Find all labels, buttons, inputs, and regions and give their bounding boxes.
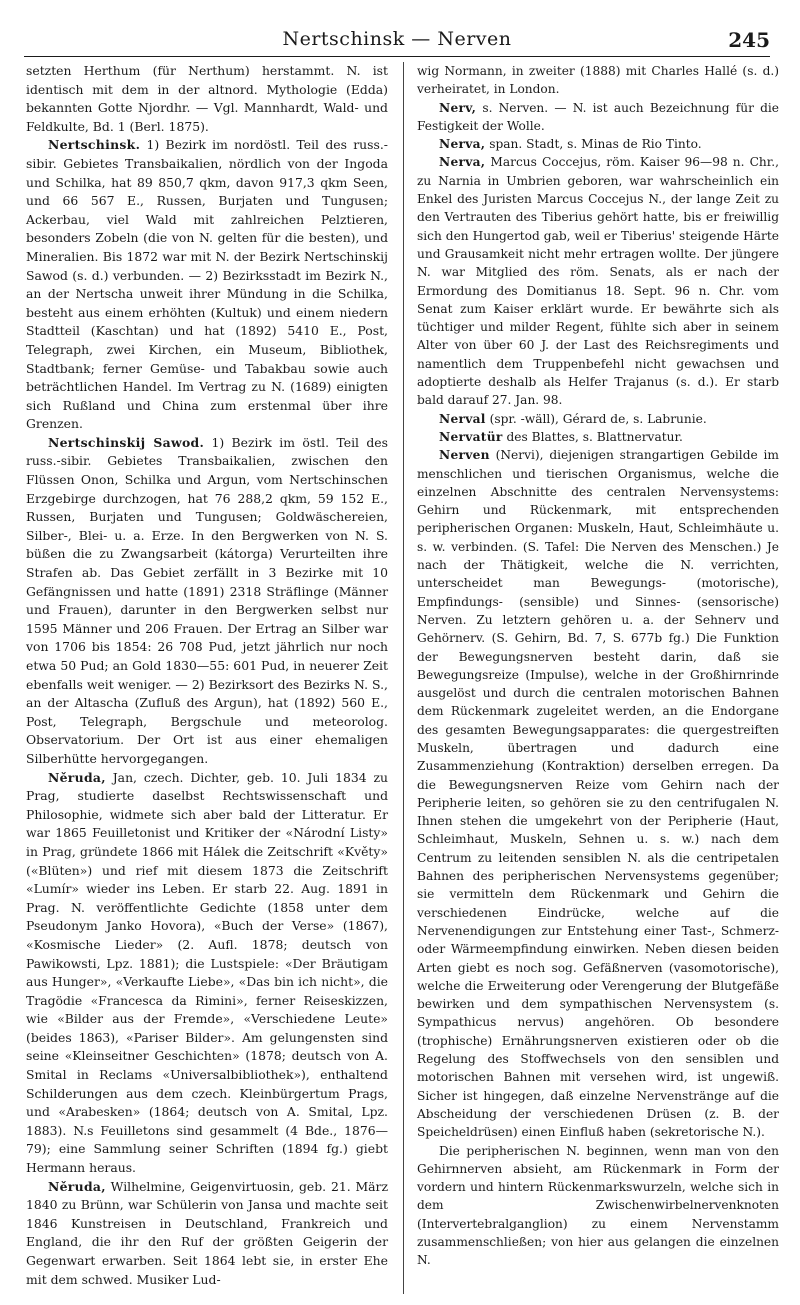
entry-lemma: Nervatür [439,429,503,444]
left-column [26,62,388,1289]
entry-nertschinsk [26,136,388,434]
entry-text: 1) Bezirk im nordöstl. Teil des russ.-sibir. Gebietes Transbaikalien, nördlich von der Ingoda und Schilka, hat 89 850,7 qkm, davon 917,3 qkm Seen, und 66 567 E., Russen, Burjaten und Tungusen; Ackerbau, viel Wald mit zahlreichen Pelztieren, besonders Zobeln (die von N. gelten für die besten), und Mineralien. Bis 1872 war mit N. der Bezirk Nertschinskij Sawod (s. d.) verbunden. — 2) Bezirksstadt im Bezirk N., an der Nertscha unweit ihrer Mündung in die Schilka, besteht aus einem erhöhten (Kultuk) und einem niedern Stadtteil (Kaschtan) und hat (1892) 5410 E., Post, Telegraph, zwei Kirchen, ein Museum, Bibliothek, Stadtbank; ferner Gemüse- und Tabakbau sowie auch beträchtlichen Handel. Im Vertrag zu N. (1689) einigten sich Rußland und China zum erstenmal über ihre Grenzen. [26,137,388,432]
entry-text: s. Nerven. — N. ist auch Bezeichnung für die Festigkeit der Wolle. [417,100,779,133]
entry-nerva-stadt [417,135,779,153]
column-divider [403,62,404,1294]
page-number: 245 [728,28,770,52]
entry-nertschinskij-sawod [26,434,388,769]
right-column [417,62,779,1270]
paragraph-nerven-continued: Die peripherischen N. beginnen, wenn man von den Gehirnnerven absieht, am Rückenmark in Form der vordern und hintern Rückenmarkswurzeln, welche sich in dem Zwischenwirbelnervenknoten (Intervertebralganglion) zu einem Nervenstamm zusammenschließen; von hier aus gelangen die einzelnen N. [417,1143,779,1268]
entry-text: des Blattes, s. Blattnervatur. [502,429,683,444]
entry-nerva-kaiser [417,153,779,409]
entry-text: (spr. -wäll), Gérard de, s. Labrunie. [485,411,707,426]
entry-text: (Nervi), diejenigen strangartigen Gebilde im menschlichen und tierischen Organismus, welche die einzelnen Abschnitte des centralen Nervensystems: Gehirn und Rückenmark, mit entsprechenden peripherischen Organen: Muskeln, Haut, Schleimhäute u. s. w. verbinden. (S. Tafel: Die Nerven des Menschen.) Je nach der Thätigkeit, welche die N. verrichten, unterscheidet man Bewegungs- (motorische), Empfindungs- (sensible) und Sinnes- (sensorische) Nerven. Zu letztern gehören u. a. der Sehnerv und Gehörnerv. (S. Gehirn, Bd. 7, S. 677b fg.) Die Funktion der Bewegungsnerven besteht darin, daß sie Bewegungsreize (Impulse), welche in der Großhirnrinde ausgelöst und durch die centralen motorischen Bahnen dem Rückenmark zugeleitet werden, an die Endorgane des gesamten Bewegungsapparates: die quergestreiften Muskeln, übertragen und dadurch eine Zusammenziehung (Kontraktion) derselben erregen. Da die Bewegungsnerven Reize vom Gehirn nach der Peripherie leiten, so gehören sie zu den centrifugalen N. Ihnen stehen die umgekehrt von der Peripherie (Haut, Schleimhaut, Muskeln, Sehnen u. s. w.) nach dem Centrum zu leitenden sensiblen N. als die centripetalen Bahnen des peripherischen Nervensystems gegenüber; sie vermitteln dem Rückenmark und Gehirn die verschiedenen Eindrücke, welche auf die Nervenendigungen zur Entstehung einer Tast-, Schmerz- oder Wärmeempfindung einwirken. Neben diesen beiden Arten giebt es noch sog. Gefäßnerven (vasomotorische), welche die Erweiterung oder Verengerung der Blutgefäße bewirken und dem sympathischen Nervensystem (s. Sympathicus nervus) angehören. Ob besondere (trophische) Ernährungsnerven existieren oder ob die Regelung des Stoffwechsels von den sensiblen und motorischen Bahnen mit versehen wird, ist ungewiß. Sicher ist hingegen, daß einzelne Nervenstränge auf die Abscheidung der verschiedenen Drüsen (z. B. der Speicheldrüsen) einen Einfluß haben (sekretorische N.). [417,448,779,1140]
entry-lemma: Něruda, [48,769,106,785]
entry-nervatur [417,428,779,446]
paragraph-continuation: wig Normann, in zweiter (1888) mit Charles Hallé (s. d.) verheiratet, in London. [417,64,779,97]
entry-nerval [417,410,779,428]
entry-lemma: Nerval [439,411,486,426]
entry-lemma: Nertschinskij Sawod. [48,434,205,450]
entry-neruda-jan [26,769,388,1178]
entry-nerv [417,99,779,136]
entry-text: Wilhelmine, Geigenvirtuosin, geb. 21. März 1840 zu Brünn, war Schülerin von Jansa und machte seit 1846 Kunstreisen in Deutschland, Frankreich und England, die ihr den Ruf der größten Geigerin der Gegenwart erwarben. Seit 1864 lebt sie, in erster Ehe mit dem schwed. Musiker Lud- [26,1178,388,1287]
entry-neruda-wilhelmine [26,1178,388,1290]
entry-text: span. Stadt, s. Minas de Rio Tinto. [485,137,702,152]
entry-lemma: Něruda, [48,1178,106,1194]
running-title: Nertschinsk — Nerven [282,28,512,50]
entry-lemma: Nerven [439,448,490,463]
entry-nerven [417,446,779,1141]
entry-lemma: Nertschinsk. [48,137,141,153]
entry-lemma: Nerva, [439,137,486,152]
entry-lemma: Nerv, [439,100,477,115]
entry-text: Marcus Coccejus, röm. Kaiser 96—98 n. Chr., zu Narnia in Umbrien geboren, war wahrscheinlich ein Enkel des Juristen Marcus Coccejus N., der lange Zeit zu den Vertrauten des Tiberius gehört hatte, bis er freiwillig sich den Hungertod gab, weil er Tiberius' steigende Härte und Grausamkeit nicht mehr ertragen wollte. Der jüngere N. war Mitglied des röm. Senats, als er nach der Ermordung des Domitianus 18. Sept. 96 n. Chr. vom Senat zum Kaiser erklärt wurde. Er bewährte sich als tüchtiger und milder Regent, fühlte sich aber in seinem Alter von über 60 J. der Last des Reichsregiments und namentlich dem Truppenbefehl nicht gewachsen und adoptierte deshalb als Helfer Trajanus (s. d.). Er starb bald darauf 27. Jan. 98. [417,155,779,408]
paragraph-continuation: setzten Herthum (für Nerthum) herstammt. N. ist identisch mit dem in der altnord. Mythologie (Edda) bekannten Gotte Njordhr. — Vgl. Mannhardt, Wald- und Feldkulte, Bd. 1 (Berl. 1875). [26,63,388,134]
entry-text: 1) Bezirk im östl. Teil des russ.-sibir. Gebietes Transbaikalien, zwischen den Flüssen Onon, Schilka und Argun, vom Nertschinschen Erzgebirge durchzogen, hat 76 288,2 qkm, 59 152 E., Russen, Burjaten und Tungusen; Goldwäschereien, Silber-, Blei- u. a. Erze. In den Bergwerken von N. S. büßen die zu Zwangsarbeit (kátorga) Verurteilten ihre Strafen ab. Das Gebiet zerfällt in 3 Bezirke mit 10 Gefängnissen und hatte (1891) 2318 Sträflinge (Männer und Frauen), darunter in den Bergwerken selbst nur 1595 Männer und 206 Frauen. Der Ertrag an Silber war von 1706 bis 1854: 26 708 Pud, jetzt jährlich nur noch etwa 50 Pud; an Gold 1830—55: 601 Pud, in neuerer Zeit ebenfalls weit weniger. — 2) Bezirksort des Bezirks N. S., an der Altascha (Zufluß des Argun), hat (1892) 560 E., Post, Telegraph, Bergschule und meteorolog. Observatorium. Der Ort ist aus einer ehemaligen Silberhütte hervorgegangen. [26,434,388,766]
entry-text: Jan, czech. Dichter, geb. 10. Juli 1834 zu Prag, studierte daselbst Rechtswissenschaft und Philosophie, widmete sich aber bald der Litteratur. Er war 1865 Feuilletonist und Kritiker der «Národní Listy» in Prag, gründete 1866 mit Hálek die Zeitschrift «Květy» («Blüten») und rief mit diesem 1873 die Zeitschrift «Lumír» wieder ins Leben. Er starb 22. Aug. 1891 in Prag. N. veröffentlichte Gedichte (1858 unter dem Pseudonym Janko Hovora), «Buch der Verse» (1867), «Kosmische Lieder» (2. Aufl. 1878; deutsch von Pawikowsti, Lpz. 1881); die Lustspiele: «Der Bräutigam aus Hunger», «Verkaufte Liebe», «Das bin ich nicht», die Tragödie «Francesca da Rimini», ferner Reiseskizzen, wie «Bilder aus der Fremde», «Verschiedene Leute» (beides 1863), «Pariser Bilder». Am gelungensten sind seine «Kleinseitner Geschichten» (1878; deutsch von A. Smital in Reclams «Universalbibliothek»), enthaltend Schilderungen aus dem czech. Kleinbürgertum Prags, und «Arabesken» (1864; deutsch von A. Smital, Lpz. 1883). N.s Feuilletons sind gesammelt (4 Bde., 1876—79); eine Sammlung seiner Schriften (1894 fg.) giebt Hermann heraus. [26,769,388,1176]
running-header [24,28,770,57]
entry-lemma: Nerva, [439,155,486,170]
